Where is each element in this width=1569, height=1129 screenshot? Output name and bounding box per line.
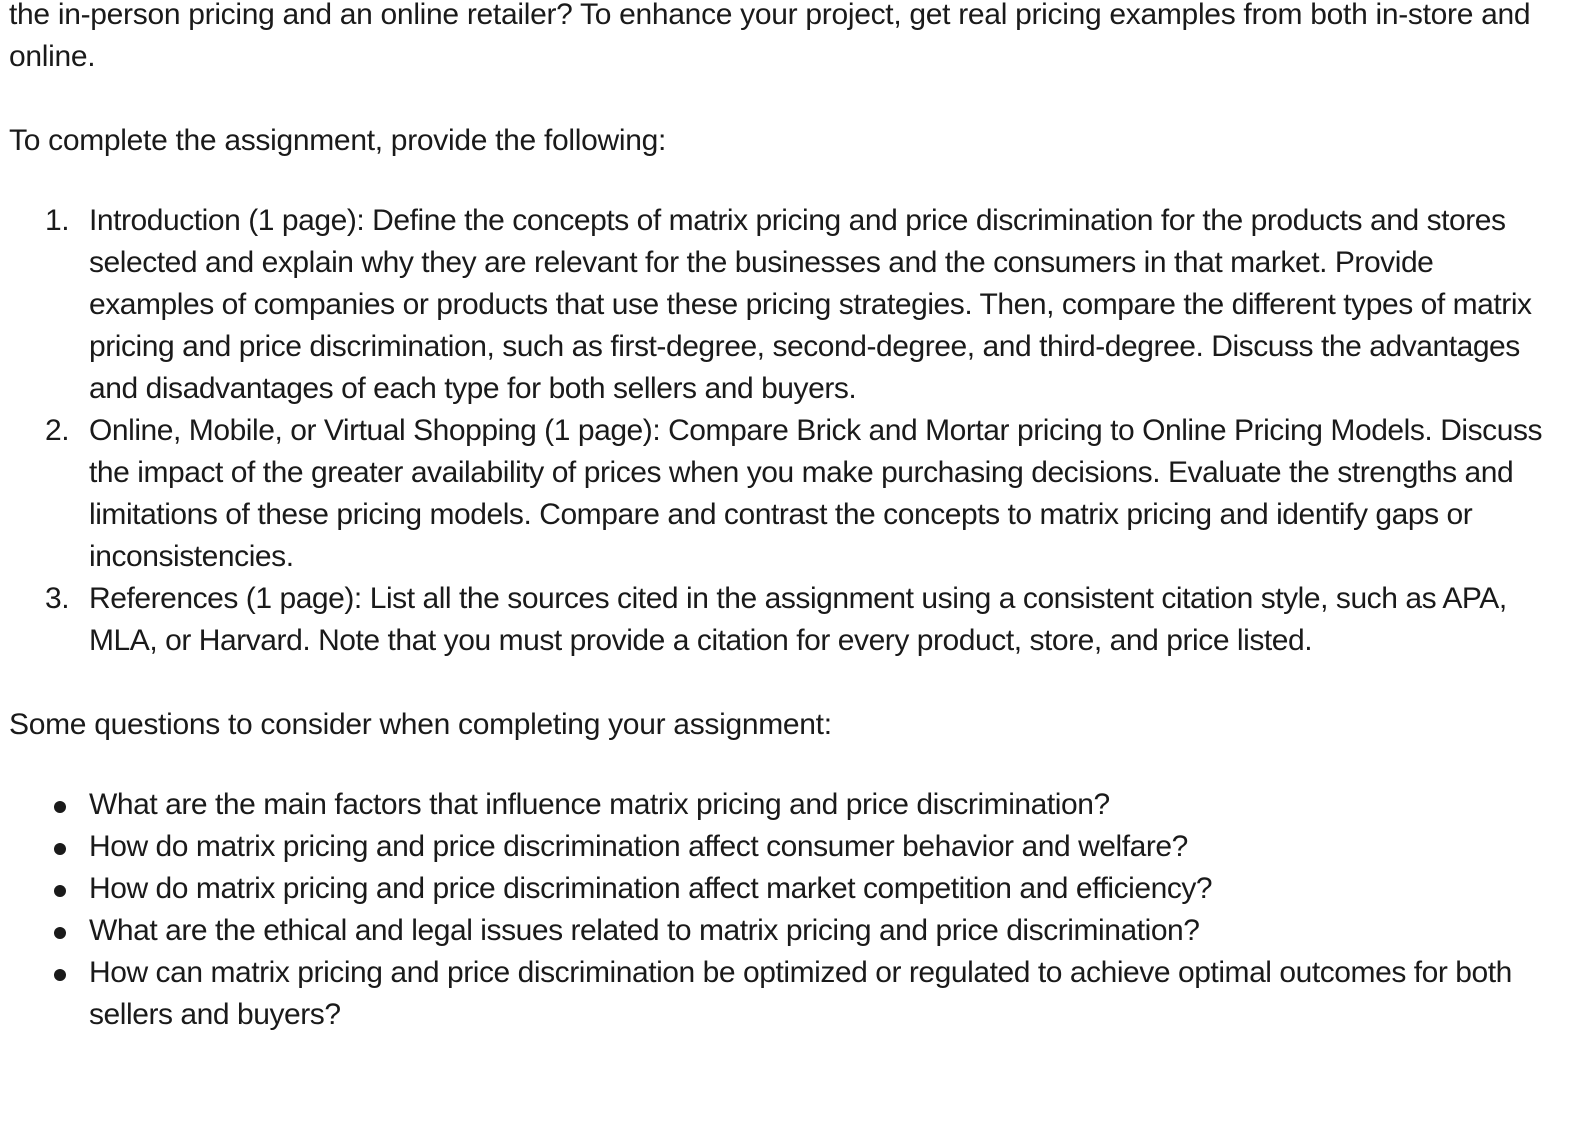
question-item <box>9 826 1561 868</box>
requirement-item-introduction <box>9 200 1561 410</box>
requirement-item-online-shopping <box>9 410 1561 578</box>
question-text: How do matrix pricing and price discrimination affect market competition and efficiency? <box>89 872 1213 905</box>
question-item <box>9 868 1561 910</box>
assignment-document <box>9 0 1561 1036</box>
bullet-icon <box>54 801 66 813</box>
question-text: What are the ethical and legal issues related to matrix pricing and price discrimination? <box>89 914 1200 947</box>
bullet-icon <box>54 969 66 981</box>
intro-paragraph: the in-person pricing and an online retailer? To enhance your project, get real pricing examples from both in-store and online. <box>9 0 1531 73</box>
bullet-icon <box>54 843 66 855</box>
list-number: 3. <box>45 582 70 615</box>
requirement-text: References (1 page): List all the sources cited in the assignment using a consistent citation style, such as APA, MLA, or Harvard. Note that you must provide a citation for every product, store, and price listed. <box>89 582 1507 657</box>
requirements-heading: To complete the assignment, provide the following: <box>9 124 667 157</box>
questions-list <box>9 784 1561 1036</box>
list-number: 1. <box>45 204 70 237</box>
questions-heading: Some questions to consider when completing your assignment: <box>9 708 832 741</box>
requirements-list <box>9 200 1561 662</box>
requirement-text: Online, Mobile, or Virtual Shopping (1 page): Compare Brick and Mortar pricing to Online Pricing Models. Discuss the impact of the greater availability of prices when you make purchasing decisions. Evaluate the strengths and limitations of these pricing models. Compare and contrast the concepts to matrix pricing and identify gaps or inconsistencies. <box>89 414 1543 573</box>
requirement-text: Introduction (1 page): Define the concepts of matrix pricing and price discrimination for the products and stores selected and explain why they are relevant for the businesses and the consumers in that market. Provide examples of companies or products that use these pricing strategies. Then, compare the different types of matrix pricing and price discrimination, such as first-degree, second-degree, and third-degree. Discuss the advantages and disadvantages of each type for both sellers and buyers. <box>89 204 1532 405</box>
question-text: What are the main factors that influence matrix pricing and price discrimination? <box>89 788 1110 821</box>
bullet-icon <box>54 885 66 897</box>
requirement-item-references <box>9 578 1561 662</box>
question-text: How do matrix pricing and price discrimination affect consumer behavior and welfare? <box>89 830 1188 863</box>
bullet-icon <box>54 927 66 939</box>
question-item <box>9 910 1561 952</box>
question-item <box>9 952 1561 1036</box>
question-item <box>9 784 1561 826</box>
list-number: 2. <box>45 414 70 447</box>
question-text: How can matrix pricing and price discrimination be optimized or regulated to achieve optimal outcomes for both sellers and buyers? <box>89 956 1512 1031</box>
